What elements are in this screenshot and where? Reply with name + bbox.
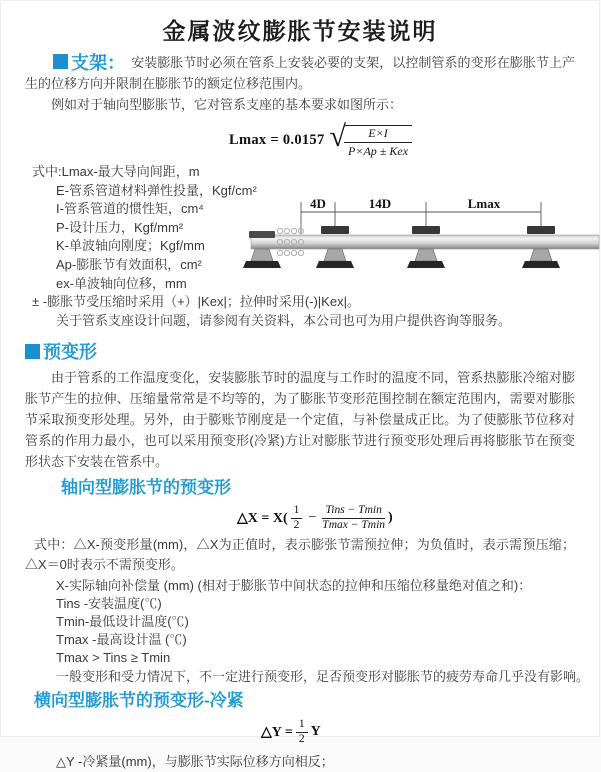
section-bullet-icon: [25, 344, 40, 359]
section-heading-support: 支架：: [71, 53, 126, 73]
formula-lhs: △Y =: [261, 724, 293, 740]
axial-definitions: [56, 577, 599, 686]
definition-line: Tmin-最低设计温度(℃): [56, 614, 189, 629]
fraction-numerator: Tins − Tmin: [322, 504, 384, 519]
predeform-heading-text: 预变形: [43, 342, 97, 362]
lateral-formula: [261, 718, 599, 747]
axial-formula: [237, 504, 599, 533]
definition-line: X-实际轴向补偿量 (mm) (相对于膨胀节中间状态的拉伸和压缩位移量绝对值之和)：: [56, 577, 532, 593]
dim-label-14d: 14D: [368, 196, 392, 211]
dim-label-lmax: Lmax: [467, 196, 501, 211]
lateral-definition: △Y -冷紧量(mm)，与膨胀节实际位移方向相反；: [56, 754, 334, 770]
fraction-denominator: Tmax − Tmin: [322, 518, 386, 531]
fraction-half: [291, 504, 303, 533]
fraction-temperature: [322, 504, 385, 533]
definition-line: ± -膨胀节受压缩时采用（+）|Kex|；拉伸时采用(-)|Kex|。: [32, 294, 360, 310]
page-title: 金属波纹膨胀节安装说明: [162, 18, 438, 44]
close-paren: ): [388, 510, 393, 526]
axial-formula-note: 式中：△X-预变形量(mm)，△X为正值时，表示膨张节需预拉伸；为负值时，表示需预压缩；△X＝0时表示不需预变形。: [25, 536, 575, 572]
section-heading-predeform: [25, 339, 599, 364]
fraction-denominator: 2: [298, 732, 305, 745]
definition-line: ex-单波轴向位移，mm: [56, 275, 187, 291]
formula-definitions: [25, 163, 599, 331]
fraction-numerator: 1: [296, 718, 308, 733]
formula-numerator: E×I: [344, 126, 412, 143]
dim-label-4d: 4D: [310, 196, 326, 211]
fraction-denominator: 2: [293, 518, 300, 531]
definition-line: Tmax -最高设计温 (℃): [56, 632, 187, 648]
definition-line: 式中:Lmax-最大导向间距，m: [32, 164, 200, 179]
lateral-subheading: 横向型膨胀节的预变形-冷紧: [34, 690, 244, 710]
minus-operator: −: [308, 510, 317, 526]
formula-denominator: P×Ap ± Kex: [348, 144, 409, 158]
definition-line: 一般变形和受力情况下，不一定进行预变形，足否预变形对膨胀节的疲劳寿命几乎没有影响。: [56, 668, 590, 684]
formula-lhs: △X = X(: [237, 510, 288, 526]
support-example-text: 例如对于轴向型膨胀节，它对管系支座的基本要求如图所示：: [51, 97, 403, 112]
definition-line: I-管系管道的惯性矩，cm⁴: [56, 201, 204, 217]
fraction-numerator: 1: [291, 504, 303, 519]
definition-line: Tins -安装温度(℃): [56, 595, 162, 611]
predeform-paragraph: 由于管系的工作温度变化，安装膨胀节时的温度与工作时的温度不同，管系热膨胀冷缩对膨胀节产生的拉伸、压缩量常常是不均等的，为了膨胀节变形范围控制在额定范围内，需要对膨胀节采取预变形处理。另外，由于膨账节刚度是一个定值，与补偿量成正比。为了使膨胀节位移对管系的作用力最小，也可以采用预变形(冷紧)方让对膨胀节进行预变形处理后再将膨胀节在预变形状态下安装在管系中。: [25, 370, 575, 469]
formula-lhs: Lmax = 0.0157: [229, 132, 325, 148]
section-bullet-icon: [53, 54, 68, 69]
definition-line: K-单波轴向刚度；Kgf/mm: [56, 238, 205, 254]
definition-line: Tmax > Tins ≥ Tmin: [56, 650, 171, 666]
pipe-support-diagram: [249, 195, 601, 292]
support-intro-text: 安装膨胀节时必须在管系上安装必要的支架，以控制管系的变形在膨胀节上产生的位移方向并限制在膨胀节的额定位移范围内。: [25, 55, 575, 91]
definition-line: 关于管系支座设计问题，请参阅有关资料，本公司也可为用户提供咨询等服务。: [56, 312, 512, 328]
sqrt-radical: [330, 122, 412, 159]
radical-sign-icon: √: [329, 120, 347, 153]
fraction-half: [296, 718, 308, 747]
axial-subheading: 轴向型膨胀节的预变形: [61, 478, 231, 497]
definition-line: Ap-膨胀节有效面积，cm²: [56, 256, 202, 272]
support-intro-paragraph: [25, 52, 575, 94]
radical-body: [344, 125, 412, 159]
definition-line: P-设计压力，Kgf/mm²: [56, 219, 184, 235]
formula-rhs: Y: [310, 724, 321, 740]
lmax-formula: [229, 122, 599, 159]
definition-line: E-管系管道材料弹性投量，Kgf/cm²: [56, 182, 257, 198]
